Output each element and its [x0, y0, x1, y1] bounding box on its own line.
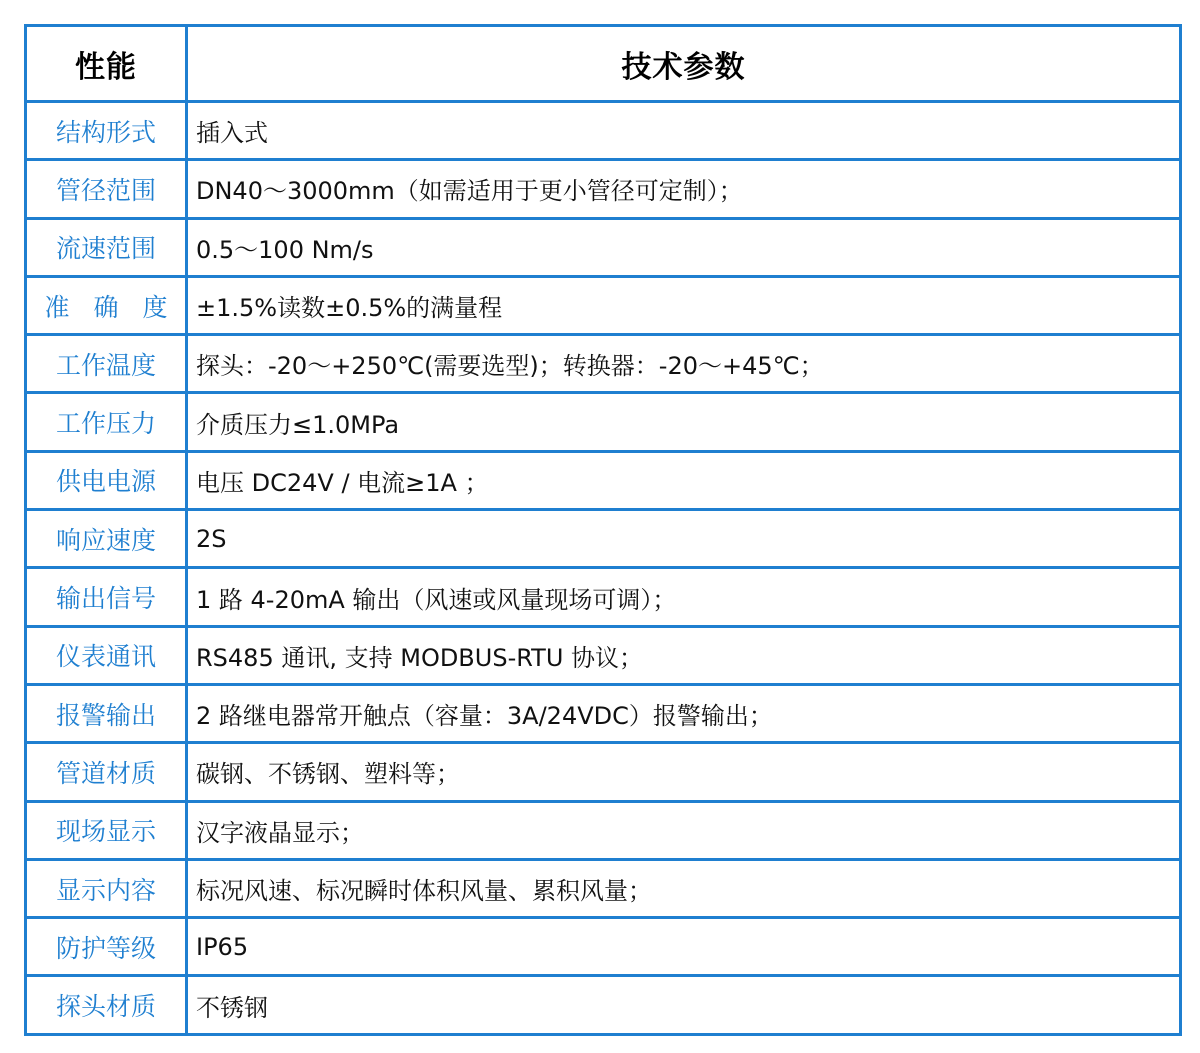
- header-row: [26, 26, 1181, 102]
- row-value: 标况风速、标况瞬时体积风量、累积风量；: [187, 859, 1181, 917]
- table-row: [26, 510, 1181, 568]
- table-row: [26, 743, 1181, 801]
- row-property: 防护等级: [26, 918, 187, 976]
- row-property: 响应速度: [26, 510, 187, 568]
- row-property: 工作压力: [26, 393, 187, 451]
- table-row: [26, 451, 1181, 509]
- row-property: 报警输出: [26, 684, 187, 742]
- table-row: [26, 102, 1181, 160]
- table-row: [26, 976, 1181, 1034]
- row-property: 探头材质: [26, 976, 187, 1034]
- row-property: 现场显示: [26, 801, 187, 859]
- table-row: [26, 801, 1181, 859]
- row-property: 管道材质: [26, 743, 187, 801]
- row-value: ±1.5%读数±0.5%的满量程: [187, 276, 1181, 334]
- row-property: 供电电源: [26, 451, 187, 509]
- header-property: 性能: [26, 26, 187, 102]
- table-row: [26, 160, 1181, 218]
- row-value: 2 路继电器常开触点（容量：3A/24VDC）报警输出；: [187, 684, 1181, 742]
- row-property: 结构形式: [26, 102, 187, 160]
- row-value: 2S: [187, 510, 1181, 568]
- table-row: [26, 276, 1181, 334]
- row-property: 准 确 度: [26, 276, 187, 334]
- row-property: 管径范围: [26, 160, 187, 218]
- table-row: [26, 218, 1181, 276]
- table-row: [26, 335, 1181, 393]
- table-row: [26, 393, 1181, 451]
- row-property: 流速范围: [26, 218, 187, 276]
- row-property: 输出信号: [26, 568, 187, 626]
- table-row: [26, 918, 1181, 976]
- row-value: 1 路 4-20mA 输出（风速或风量现场可调）；: [187, 568, 1181, 626]
- row-property: 工作温度: [26, 335, 187, 393]
- row-property: 显示内容: [26, 859, 187, 917]
- row-property: 仪表通讯: [26, 626, 187, 684]
- row-value: 介质压力≤1.0MPa: [187, 393, 1181, 451]
- row-value: 不锈钢: [187, 976, 1181, 1034]
- row-value: 电压 DC24V / 电流≥1A ；: [187, 451, 1181, 509]
- table-row: [26, 859, 1181, 917]
- row-value: 汉字液晶显示；: [187, 801, 1181, 859]
- spec-table: [24, 24, 1182, 1036]
- row-value: 插入式: [187, 102, 1181, 160]
- table-row: [26, 568, 1181, 626]
- table-row: [26, 684, 1181, 742]
- row-value: DN40～3000mm（如需适用于更小管径可定制）；: [187, 160, 1181, 218]
- row-value: IP65: [187, 918, 1181, 976]
- row-value: 碳钢、不锈钢、塑料等；: [187, 743, 1181, 801]
- row-value: 0.5～100 Nm/s: [187, 218, 1181, 276]
- table-row: [26, 626, 1181, 684]
- row-value: 探头：-20～+250℃(需要选型)；转换器：-20～+45℃；: [187, 335, 1181, 393]
- row-value: RS485 通讯, 支持 MODBUS-RTU 协议；: [187, 626, 1181, 684]
- header-parameter: 技术参数: [187, 26, 1181, 102]
